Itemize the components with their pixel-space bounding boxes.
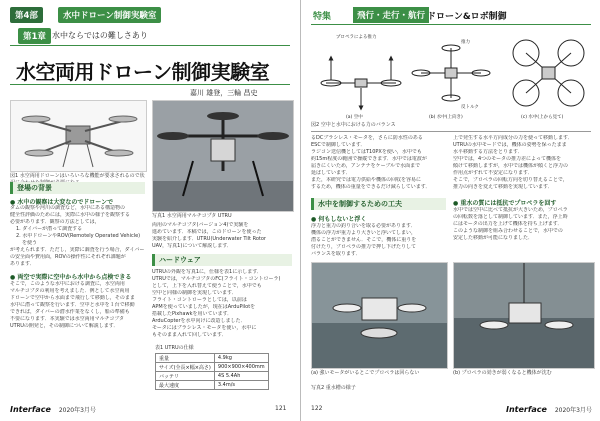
intro-text: 両用のマルチコプタ(バージョン4)で実験を 進めています．本稿では，このドローンを使った 実験を紹介します．UTRU(Underwater Tilt Rotor UAV，写真1)について解説します．	[152, 222, 266, 249]
figure-2-caption: 図2 空中と水中における力のバランス	[311, 122, 396, 128]
feature-title: ドローン&ロボ制御	[427, 12, 507, 22]
footer-date: 2020年3月号	[58, 407, 96, 414]
footer-date-right: 2020年3月号	[554, 407, 592, 414]
table-1-caption: 表1 UTRUの仕様	[155, 345, 194, 351]
right-col2-text: 上で発生する水平方向成分の力を使って移動します． UTRUの水中モードでは，機体の姿勢を保ったまま 水平移動する方法をとります． 空中では，4つのモータの推力差によって機体を 傾けて移動しますが，水中では機体が傾くと浮力の 作用点がずれて不安定になります． そこで，プロペラの回転方向を切り替えることで， 推力の向きを変えて移動を実現しています．	[453, 135, 573, 190]
section-background: 登場の背景	[10, 182, 145, 194]
footer-logo: Interface	[10, 405, 51, 414]
tank-photo-b	[454, 263, 594, 368]
chapter-tag: 第1章	[18, 28, 51, 44]
figure-1	[10, 100, 147, 172]
figure-1-caption: 図1 水空両用ドローンはいろいろな機能が要求されるので状	[10, 173, 145, 179]
footer-right	[506, 405, 592, 414]
title-underline	[10, 84, 290, 85]
photo-2b-caption: (b) プロペラの効きが弱くなると機体が沈む	[453, 370, 552, 376]
hardware-text: UTRUの外観を写真1に，仕様を表1に示します． UTRUでは，マルチコプタのFC(フライト・コントローラ) として，上下を入れ替えて使うことで，水中でも 空中と同様の制御を実現しています． フライト・コントローラとしては，以前は APMを使っていましたが，現在はArduPilotを 搭載したPixhawkを用いています． ArduCopterを水中向けに改造しました． モータにはブラシレス・モータを使い，水中に もそのまま入れて回しています．	[152, 269, 281, 338]
feature-label: 特集	[313, 12, 332, 22]
background-text-1: ダムの観察や河川の調査など，水中にある構造物の 健全性評価のためには，実際に水中の様子を観察する 必要があります．観察の方法としては， 1. ダイバーが潜って調査する 2. 水中ドローンやROV(Remotely Operated Vehicle) を使う が考えられます．ただし，実際に調査を行う場合，ダイバー の安全面や費用面，ROVの操作性にそれぞれ課題が あります．	[10, 205, 145, 267]
section-hardware: ハードウェア	[152, 254, 292, 266]
diagram-caption-c: (c) 水中(上から見て)	[521, 115, 564, 120]
diagram-c	[513, 40, 584, 120]
photo-2a	[311, 262, 448, 369]
authors: 嘉川 雄登，三輪 昌史	[190, 89, 258, 97]
background-text-2: そこで，このような水中における調査に，水空両用 マルチコプタの利用を考えました．例として水空両用 ドローンで空中から水面まで飛行して移動し，そのまま 水中に潜って観察を行います．空中と水中を１台で移動 できれば，ダイバーの潜水作業をなくし，船の準備も 不要になります．本実験では水空両用マルチコプタ UTRUの開発と，その制御について解説します．	[10, 281, 135, 329]
footer-logo-right: Interface	[506, 405, 547, 414]
photo-2b	[453, 262, 595, 369]
background-heading-2: ● 両空で実際に空中から水中から点検できる	[10, 274, 132, 281]
figure-2-diagram	[311, 28, 591, 120]
diagram-label-thrust: 推力	[461, 40, 470, 45]
page-number-right: 122	[311, 405, 323, 412]
chapter-subtitle: 水中ならではの難しさあり	[52, 31, 148, 40]
spec-table	[155, 353, 269, 390]
section-control: 水中を制御するための工夫	[311, 198, 446, 210]
title-rule	[10, 45, 290, 46]
figure-rule	[311, 131, 591, 132]
control-text: 浮力と重力の釣り合いを取る必要があります． 機体の浮力が重力より大きいと浮いてしまい， 潜ることができません．そこで，機体に重りを 付けたり，プロペラの推力で押し下げたりして バランスを取ります．	[311, 223, 417, 257]
feature-tag: 飛行・走行・航行	[353, 7, 429, 23]
diagram-a	[321, 33, 401, 120]
photo-1-caption: 写真1 水空両用マルチコプタ UTRU	[152, 213, 232, 219]
footer-left	[10, 405, 96, 414]
col2-heading: ● 重水の質には抵抗でプロペラを回す	[453, 200, 557, 207]
diagram-label: プロペラによる推力	[336, 35, 377, 40]
photo-2a-caption: (a) 強いモータがいるとこでプロペラは回らない	[311, 370, 420, 376]
header-rule	[311, 24, 591, 25]
photo-2-title: 写真2 重水槽の様子	[311, 385, 356, 391]
control-heading: ● 何もしないと浮く	[311, 216, 367, 223]
diagram-caption-b: (b) 水中(上向き)	[429, 115, 463, 120]
table-row: バッテリ 4S 5.4Ah	[156, 372, 269, 381]
part-title: 水中ドローン制御実験室	[58, 7, 161, 23]
col2-text-2: 水中では空中に比べて抵抗が大きいため，プロペラ の回転数を落として制御しています．また，浮上時 にはモータの出力を上げて機体を持ち上げます． このような制御を組み合わせることで，水中での 安定した移動が可能になりました．	[453, 207, 568, 241]
drone-illustration	[11, 101, 146, 171]
diagram-label-reaction: 反トルク	[461, 105, 479, 110]
part-tag: 第4部	[10, 7, 43, 23]
photo-1	[152, 100, 294, 212]
tank-photo-a	[312, 263, 447, 368]
diagram-caption-a: (a) 空中	[346, 115, 363, 120]
article-title: 水空両用ドローン制御実験室	[16, 60, 270, 84]
background-heading-1: ● 水中の観察は大変なのでドローンで	[10, 199, 114, 206]
right-col1-text: るDCブラシレス・モータを，さらに防水性のある ESCで制御しています． ラジコン送信機としてはT10PXを使い，水中でも 約15m程度の範囲で操縦できます．水中では電波が 届きにくいため，アンテナをケーブルで水面まで 延ばしています． また，本研究では電力供給や機体の回収を容易に するため，機体の重量をできるだけ減らしています．	[311, 135, 431, 190]
drone-photo	[153, 101, 293, 211]
table-row: サイズ(全長×幅×高さ) 900×900×400mm	[156, 363, 269, 372]
table-row: 重量 4.9kg	[156, 354, 269, 363]
page-number-left: 121	[275, 405, 287, 412]
table-row: 最大速度 3.4m/s	[156, 381, 269, 390]
diagram-b	[412, 38, 490, 120]
right-page	[300, 0, 600, 421]
